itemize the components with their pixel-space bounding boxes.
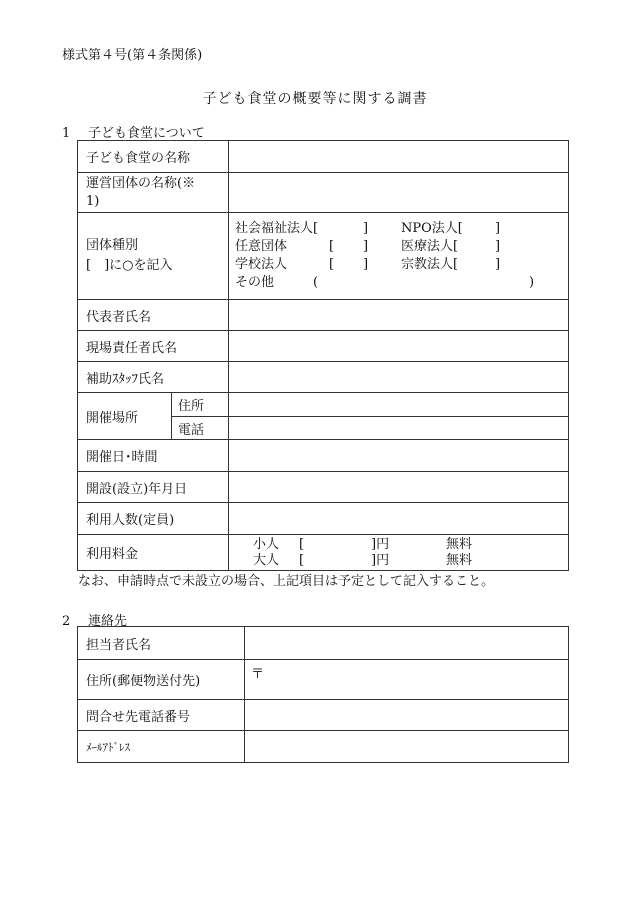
table-row xyxy=(78,731,569,763)
table-row xyxy=(78,535,569,571)
section2-number: 2 xyxy=(62,614,71,629)
bracket-close: ] xyxy=(495,257,501,272)
label-venue-address: 住所 xyxy=(172,393,229,417)
email-field[interactable] xyxy=(245,731,569,763)
org-type-row-3 xyxy=(233,256,564,274)
table-row xyxy=(78,627,569,660)
fee-field xyxy=(229,535,569,571)
label-fee: 利用料金 xyxy=(78,535,229,571)
table-row xyxy=(78,472,569,503)
org-type-row-1 xyxy=(233,220,564,238)
address-field[interactable] xyxy=(245,660,569,700)
label-name: 子ども食堂の名称 xyxy=(78,141,229,173)
section2-table xyxy=(77,626,569,763)
option-religious[interactable]: 宗教法人[ xyxy=(401,257,459,272)
label-org-name xyxy=(78,173,229,213)
paren-close: ) xyxy=(529,275,535,290)
label-org-type-line2: [ ]に○を記入 xyxy=(86,258,173,273)
fee-child-yen: ]円 xyxy=(371,536,390,552)
label-org-type-line1: 団体種別 xyxy=(86,238,139,253)
label-org-name-line1: 運営団体の名称(※ xyxy=(86,175,196,191)
table-row xyxy=(78,503,569,535)
fee-child-row xyxy=(233,537,564,553)
fee-child-label: 小人 xyxy=(253,536,280,552)
label-assistant-staff: 補助ｽﾀｯﾌ氏名 xyxy=(78,362,229,393)
label-venue-phone: 電話 xyxy=(172,417,229,440)
document-title: 子ども食堂の概要等に関する調書 xyxy=(202,91,428,107)
table-row xyxy=(78,362,569,393)
section1-heading xyxy=(62,122,205,141)
label-phone: 問合せ先電話番号 xyxy=(78,700,245,731)
org-name-field[interactable] xyxy=(229,173,569,213)
established-field[interactable] xyxy=(229,472,569,503)
table-row xyxy=(78,300,569,331)
label-org-name-line2: 1) xyxy=(86,193,100,209)
bracket-open: [ xyxy=(329,257,335,272)
label-email: ﾒｰﾙｱﾄﾞﾚｽ xyxy=(78,731,245,763)
section1-number: 1 xyxy=(62,126,71,141)
fee-adult-free[interactable]: 無料 xyxy=(446,552,473,568)
label-date-time: 開催日･時間 xyxy=(78,440,229,472)
phone-field[interactable] xyxy=(245,700,569,731)
bracket-open: [ xyxy=(299,536,305,552)
table-row xyxy=(78,331,569,362)
assistant-staff-field[interactable] xyxy=(229,362,569,393)
bracket-close: ] xyxy=(363,221,369,236)
option-voluntary[interactable]: 任意団体 xyxy=(235,239,288,254)
fee-adult-label: 大人 xyxy=(253,552,280,568)
org-type-row-4 xyxy=(233,274,564,292)
label-users: 利用人数(定員) xyxy=(78,503,229,535)
section1-title: 子ども食堂について xyxy=(88,126,205,141)
label-established: 開設(設立)年月日 xyxy=(78,472,229,503)
paren-open: ( xyxy=(313,275,319,290)
postal-mark: 〒 xyxy=(251,667,265,682)
bracket-close: ] xyxy=(363,239,369,254)
representative-field[interactable] xyxy=(229,300,569,331)
section1-table xyxy=(77,140,569,571)
form-number: 様式第４号(第４条関係) xyxy=(62,48,203,63)
label-representative: 代表者氏名 xyxy=(78,300,229,331)
section2-title: 連絡先 xyxy=(88,614,128,629)
label-venue: 開催場所 xyxy=(78,393,172,440)
option-other[interactable]: その他 xyxy=(235,275,275,290)
table-row xyxy=(78,700,569,731)
table-row xyxy=(78,141,569,173)
table-row xyxy=(78,213,569,300)
org-type-options xyxy=(229,213,569,300)
fee-child-free[interactable]: 無料 xyxy=(446,536,473,552)
fee-adult-yen: ]円 xyxy=(371,552,390,568)
bracket-close: ] xyxy=(495,239,501,254)
bracket-open: [ xyxy=(299,552,305,568)
label-org-type xyxy=(78,213,229,300)
users-field[interactable] xyxy=(229,503,569,535)
venue-phone-field[interactable] xyxy=(229,417,569,440)
label-address: 住所(郵便物送付先) xyxy=(78,660,245,700)
option-medical[interactable]: 医療法人[ xyxy=(401,239,459,254)
option-npo[interactable]: NPO法人[ xyxy=(401,221,463,236)
table-row xyxy=(78,440,569,472)
site-manager-field[interactable] xyxy=(229,331,569,362)
label-contact-person: 担当者氏名 xyxy=(78,627,245,660)
bracket-open: [ xyxy=(329,239,335,254)
bracket-close: ] xyxy=(363,257,369,272)
section1-note: なお、申請時点で未設立の場合、上記項目は予定として記入すること。 xyxy=(78,574,495,589)
fee-adult-row xyxy=(233,553,564,569)
date-time-field[interactable] xyxy=(229,440,569,472)
venue-address-field[interactable] xyxy=(229,393,569,417)
name-field[interactable] xyxy=(229,141,569,173)
contact-person-field[interactable] xyxy=(245,627,569,660)
label-site-manager: 現場責任者氏名 xyxy=(78,331,229,362)
option-social-welfare[interactable]: 社会福祉法人[ xyxy=(235,221,319,236)
table-row xyxy=(78,393,569,417)
bracket-close: ] xyxy=(495,221,501,236)
org-type-row-2 xyxy=(233,238,564,256)
table-row xyxy=(78,173,569,213)
option-school[interactable]: 学校法人 xyxy=(235,257,288,272)
table-row xyxy=(78,660,569,700)
